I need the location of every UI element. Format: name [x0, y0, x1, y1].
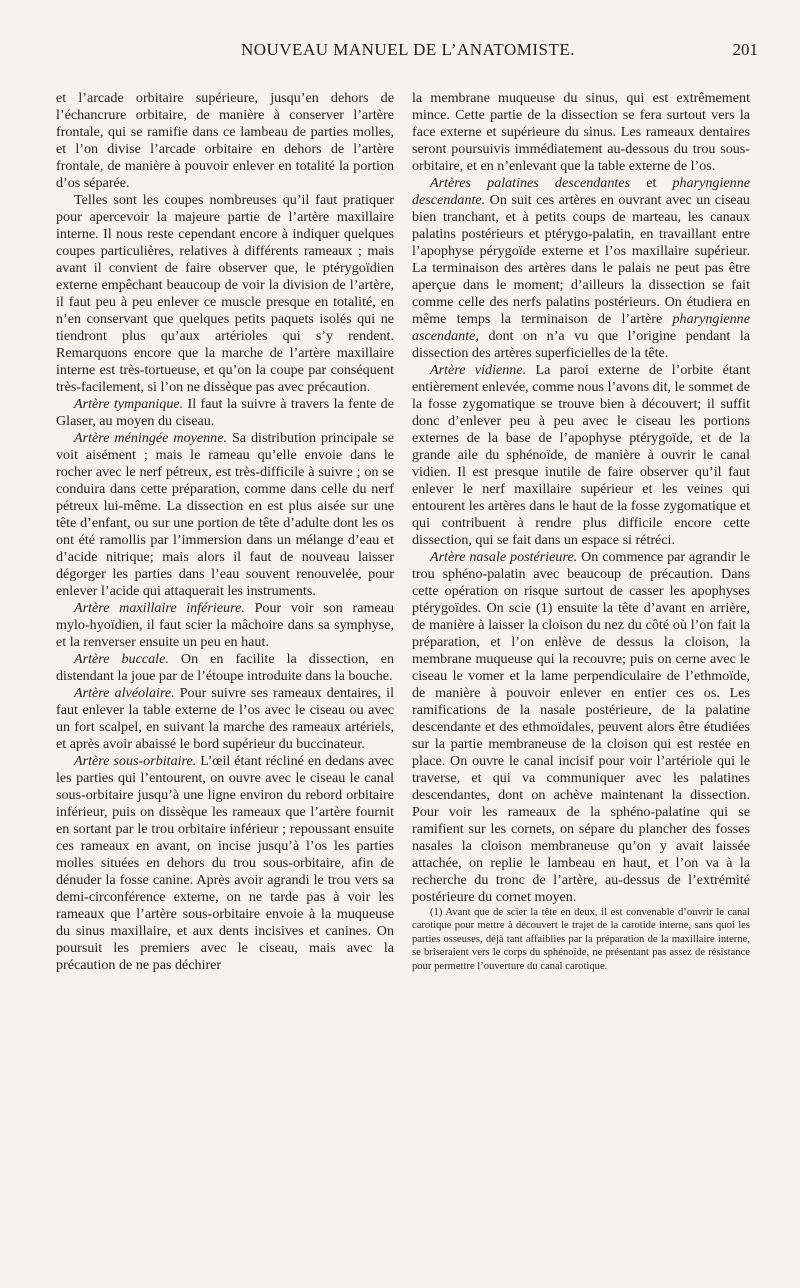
section-title: Artère maxillaire inférieure. [74, 600, 245, 616]
paragraph [56, 651, 394, 685]
paragraph-text: la membrane muqueuse du sinus, qui est extrêmement mince. Cette partie de la dissection se fera surtout vers la face externe et supérieure du sinus. Les rameaux dentaires seront poursuivis immédiatement au-dessous du trou sous-orbitaire, et en n’enlevant que la table externe de l’os. [412, 90, 750, 174]
paragraph [56, 192, 394, 396]
section-title: Artère nasale postérieure. [430, 549, 578, 565]
paragraph [412, 90, 750, 175]
paragraph-text: Il faut la suivre à travers la fente de Glaser, au moyen du ciseau. [56, 396, 394, 429]
paragraph [56, 753, 394, 974]
section-title: Artère alvéolaire. [74, 685, 175, 701]
paragraph [412, 549, 750, 906]
paragraph [56, 600, 394, 651]
left-column [56, 90, 394, 974]
paragraph-text: Sa distribution principale se voit aisément ; mais le rameau qu’elle envoie dans le rocher avec le nerf pétreux, est très-difficile à suivre ; on se conduira dans cette préparation, comme dans celle du nerf pétreux lui-même. La dissection en est plus aisée sur une tête d’enfant, ou sur une portion de tête d’adulte dont les os ont été ramollis par l’immersion dans un mélange d’eau et d’acide nitrique; mais alors il faut de nouveau laisser dégorger les parties dans l’eau souvent renouvelée, pour enlever l’acide qui attaquerait les instruments. [56, 430, 394, 599]
paragraph [56, 430, 394, 600]
paragraph-text: dont on n’a vu que l’origine pendant la dissection des artères superficielles de la tête. [412, 328, 750, 361]
title-connector: et [630, 175, 673, 191]
paragraph-text: Telles sont les coupes nombreuses qu’il faut pratiquer pour apercevoir la majeure partie de l’artère maxillaire interne. Il nous reste cependant encore à indiquer quelques coupes particulières, relatives à différents rameaux ; mais avant il convient de faire observer que, le ptérygoïdien externe empêchant beaucoup de voir la division de l’artère, il faut peu à peu enlever ce muscle presque en totalité, en n’en conservant que quelques petits paquets isolés qui ne tiendront plus qu’aux artérioles qui s’y rendent. Remarquons encore que la marche de l’artère maxillaire interne est très-tortueuse, et qu’on la coupe par conséquent très-facilement, si l’on ne dissèque pas avec précaution. [56, 192, 394, 395]
section-title: Artères palatines descendantes [430, 175, 631, 191]
paragraph-text: et l’arcade orbitaire supérieure, jusqu’en dehors de l’échancrure orbitaire, de manière à conserver l’artère frontale, qui se ramifie dans ce lambeau de parties molles, et l’on divise l’arcade orbitaire en dehors de l’artère frontale, de manière à pouvoir enlever en totalité la portion d’os séparée. [56, 90, 394, 191]
paragraph-text: Pour suivre ses rameaux dentaires, il faut enlever la table externe de l’os avec le ciseau ou avec un fort scalpel, en suivant la marche des rameaux artériels, et après avoir abaissé le bord supérieur du buccinateur. [56, 685, 394, 752]
inline-term: pharyngienne ascendante, [412, 311, 750, 344]
section-title: Artère buccale. [74, 651, 169, 667]
footnote: (1) Avant que de scier la tête en deux, il est convenable d’ouvrir le canal carotique pour mettre à découvert le trajet de la carotide interne, sans quoi les parties osseuses, déjà tant affaiblies par la préparation de la maxillaire interne, se briseraient vers le corps du sphénoïde, ne présentant pas assez de résistance pour permettre l’ouverture du canal carotique. [412, 907, 750, 972]
paragraph [56, 90, 394, 192]
paragraph-text: L’œil étant récliné en dedans avec les parties qui l’entourent, on ouvre avec le ciseau le canal sous-orbitaire jusqu’à une ligne environ du rebord orbitaire inférieur, puis on dissèque les rameaux que l’artère fournit en sortant par le trou orbitaire inférieur ; repoussant ensuite ces rameaux en avant, on incise jusqu’à l’os les parties molles situées en dehors du trou sous-orbitaire, afin de dénuder la fosse canine. Après avoir agrandi le trou vers sa demi-circonférence externe, on ne tarde pas à voir les rameaux que l’artère sous-orbitaire envoie à la muqueuse du sinus maxillaire, et aux dents incisives et canines. On poursuit les premiers avec le ciseau, mais avec la précaution de ne pas déchirer [56, 753, 395, 973]
paragraph-text: On commence par agrandir le trou sphéno-palatin avec beaucoup de précaution. Dans cette opération on risque surtout de casser les apophyses ptérygoïdes. On scie (1) ensuite la tête d’avant en arrière, de manière à laisser la cloison du nez du côté où l’on fait la préparation, et l’on enlève de dessus la cloison, la membrane muqueuse qui la recouvre; puis on cerne avec le ciseau le vomer et la lame perpendiculaire de l’ethmoïde, de manière à pouvoir enlever en entier ces os. Les ramifications de la nasale postérieure, de la palatine descendante et des ethmoïdales, peuvent alors être étudiées sur la partie membraneuse de la cloison qui est restée en place. On ouvre le canal incisif pour voir l’artériole qui le traverse, et qui va communiquer avec les palatines descendantes, dont on achève maintenant la dissection. Pour voir les rameaux de la sphéno-palatine qui se ramifient sur les cornets, on sépare du plancher des fosses nasales la cloison membraneuse qu’on y avait laissée attachée, on replie le lambeau en haut, et l’on va à la recherche du tronc de l’artère, au-dessus de l’extrémité postérieure du cornet moyen. [412, 549, 750, 905]
paragraph [56, 685, 394, 753]
running-head: NOUVEAU MANUEL DE L’ANATOMISTE. [240, 40, 576, 59]
page-header [58, 40, 758, 64]
paragraph-text: On suit ces artères en ouvrant avec un ciseau bien tranchant, et à petits coups de marteau, les canaux palatins postérieurs et ptérygo-palatin, en travaillant entre l’apophyse pérygoïde externe et l’os maxillaire supérieur. La terminaison des artères dans le palais ne peut pas être aperçue dans le moment; d’ailleurs la dissection se fait comme celle des nerfs palatins postérieurs. On étudiera en même temps la terminaison de l’artère [412, 192, 750, 327]
section-title: Artère méningée moyenne. [74, 430, 227, 446]
paragraph-text: Pour voir son rameau mylo-hyoïdien, il faut scier la mâchoire dans sa symphyse, et la renverser ensuite un peu en haut. [56, 600, 395, 650]
section-title: pharyngienne descendante. [412, 175, 750, 208]
paragraph [412, 362, 750, 549]
section-title: Artère tympanique. [74, 396, 184, 412]
paragraph-text: La paroi externe de l’orbite étant entièrement enlevée, comme nous l’avons dit, le sommet de la fosse zygomatique se trouve bien à découvert; il suffit donc d’enlever peu à peu avec le ciseau les portions externes de la base de l’apophyse ptérygoïde, et de la grande aile du sphénoïde, de manière à ouvrir le canal vidien. Il est presque inutile de faire observer qu’il faut enlever le nerf maxillaire supérieur et les veines qui entourent les artères dans le haut de la fosse zygomatique et qui contribuent à rendre plus difficile encore cette dissection, qui se fait dans un espace si rétréci. [412, 362, 750, 548]
paragraph-text: On en facilite la dissection, en distendant la joue par de l’étoupe introduite dans la bouche. [56, 651, 395, 684]
paragraph [56, 396, 394, 430]
right-column [412, 90, 750, 973]
section-title: Artère sous-orbitaire. [74, 753, 197, 769]
section-title: Artère vidienne. [430, 362, 527, 378]
paragraph [412, 175, 750, 362]
page-number: 201 [732, 40, 758, 59]
